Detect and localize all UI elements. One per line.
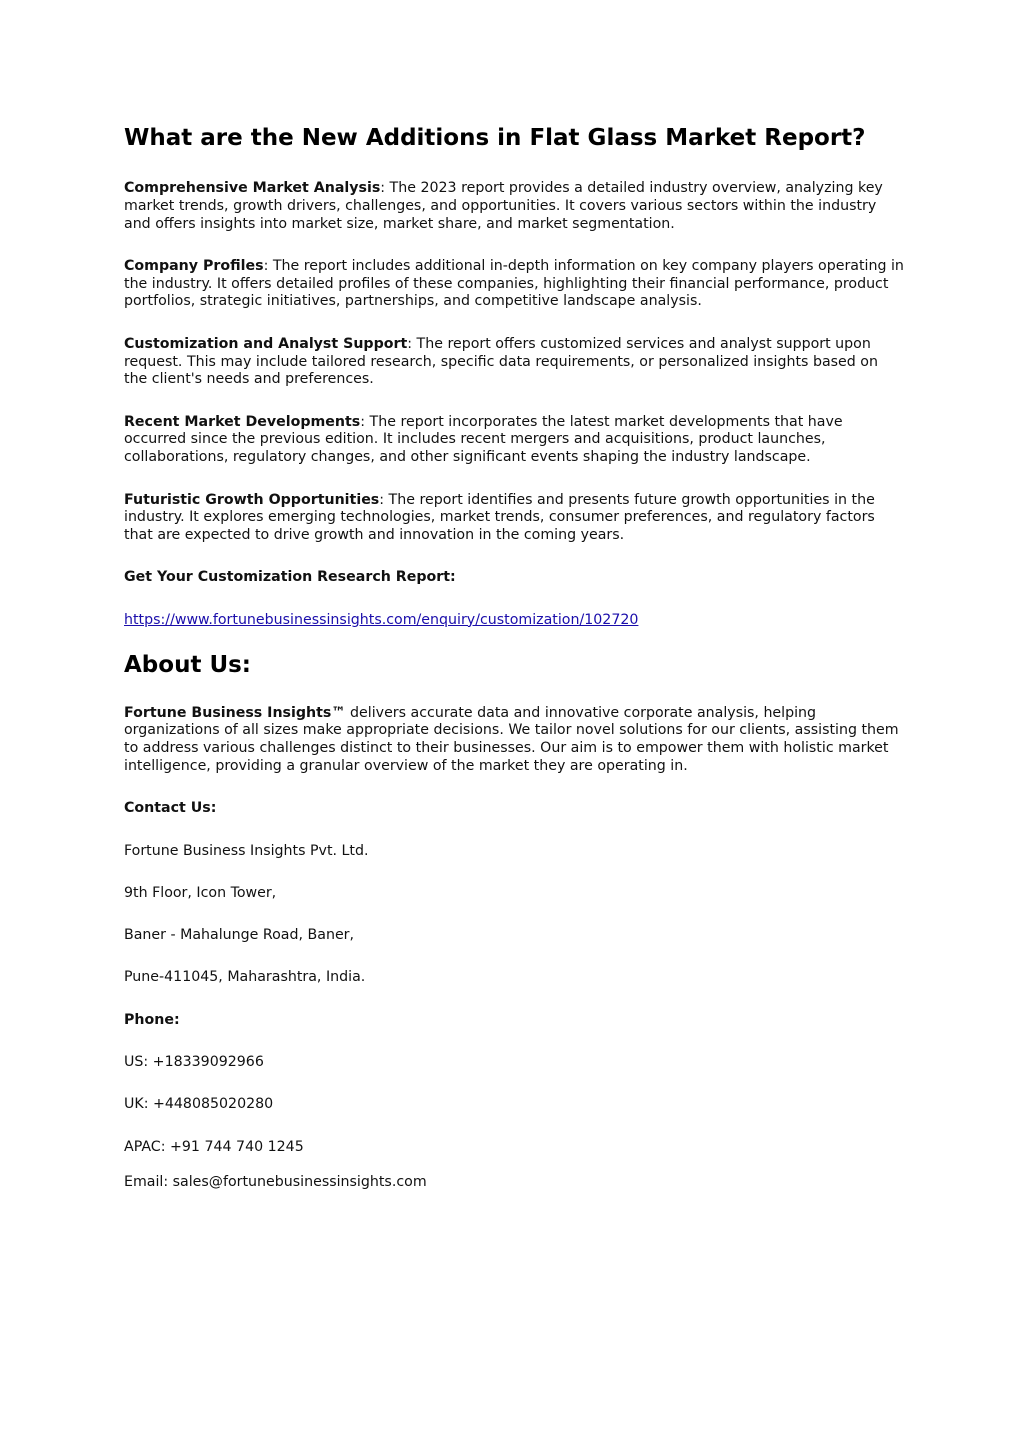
address-line: Fortune Business Insights Pvt. Ltd. <box>124 842 369 859</box>
section-market-analysis <box>124 180 904 233</box>
customization-link-line <box>124 612 904 630</box>
phone-apac: APAC: +91 744 740 1245 <box>124 1138 304 1155</box>
about-heading: About Us: <box>124 651 252 678</box>
section-heading: Company Profiles <box>124 257 264 274</box>
email-line: Email: sales@fortunebusinessinsights.com <box>124 1174 427 1191</box>
section-text: : The report identifies and presents future growth opportunities in the industry. It explores emerging technologies, market trends, consumer preferences, and regulatory factors that are expected to drive growth and innovation in the coming years. <box>124 491 875 544</box>
section-company-profiles <box>124 258 904 311</box>
section-heading: Customization and Analyst Support <box>124 335 408 352</box>
document-page <box>124 122 904 1192</box>
about-text: Fortune Business Insights™ delivers accurate data and innovative corporate analysis, helping organizations of all sizes make appropriate decisions. We tailor novel solutions for our clients, assisting them to address various challenges distinct to their businesses. Our aim is to empower them with holistic market intelligence, providing a granular overview of the market they are operating in. <box>124 704 899 774</box>
phone-label: Phone: <box>124 1011 180 1028</box>
section-text: : The report includes additional in-depth information on key company players operating in the industry. It offers detailed profiles of these companies, highlighting their financial performance, product portfolios, strategic initiatives, partnerships, and competitive landscape analysis. <box>124 257 904 310</box>
section-text: : The report incorporates the latest market developments that have occurred since the previous edition. It includes recent mergers and acquisitions, product launches, collaborations, regulatory changes, and other significant events shaping the industry landscape. <box>124 413 843 466</box>
section-recent-developments <box>124 414 904 467</box>
customization-label: Get Your Customization Research Report: <box>124 569 456 586</box>
address-line: 9th Floor, Icon Tower, <box>124 884 277 901</box>
section-heading: Recent Market Developments <box>124 413 361 430</box>
page-title: What are the New Additions in Flat Glass Market Report? <box>124 125 866 151</box>
customization-link[interactable]: https://www.fortunebusinessinsights.com/enquiry/customization/102720 <box>124 611 639 628</box>
phone-us: US: +18339092966 <box>124 1054 264 1071</box>
section-heading: Futuristic Growth Opportunities <box>124 491 380 508</box>
section-customization-support <box>124 336 904 389</box>
section-heading: Comprehensive Market Analysis <box>124 180 381 196</box>
company-name: Fortune Business Insights™ <box>124 704 346 721</box>
section-growth-opportunities <box>124 492 904 545</box>
section-text: : The report offers customized services and analyst support upon request. This may include tailored research, specific data requirements, or personalized insights based on the client's needs and preferences. <box>124 335 878 388</box>
phone-uk: UK: +448085020280 <box>124 1096 274 1113</box>
address-line: Baner - Mahalunge Road, Baner, <box>124 927 355 944</box>
contact-label: Contact Us: <box>124 800 217 817</box>
address-line: Pune-411045, Maharashtra, India. <box>124 969 366 986</box>
section-text: : The 2023 report provides a detailed industry overview, analyzing key market trends, growth drivers, challenges, and opportunities. It covers various sectors within the industry and offers insights into market size, market share, and market segmentation. <box>124 180 883 232</box>
